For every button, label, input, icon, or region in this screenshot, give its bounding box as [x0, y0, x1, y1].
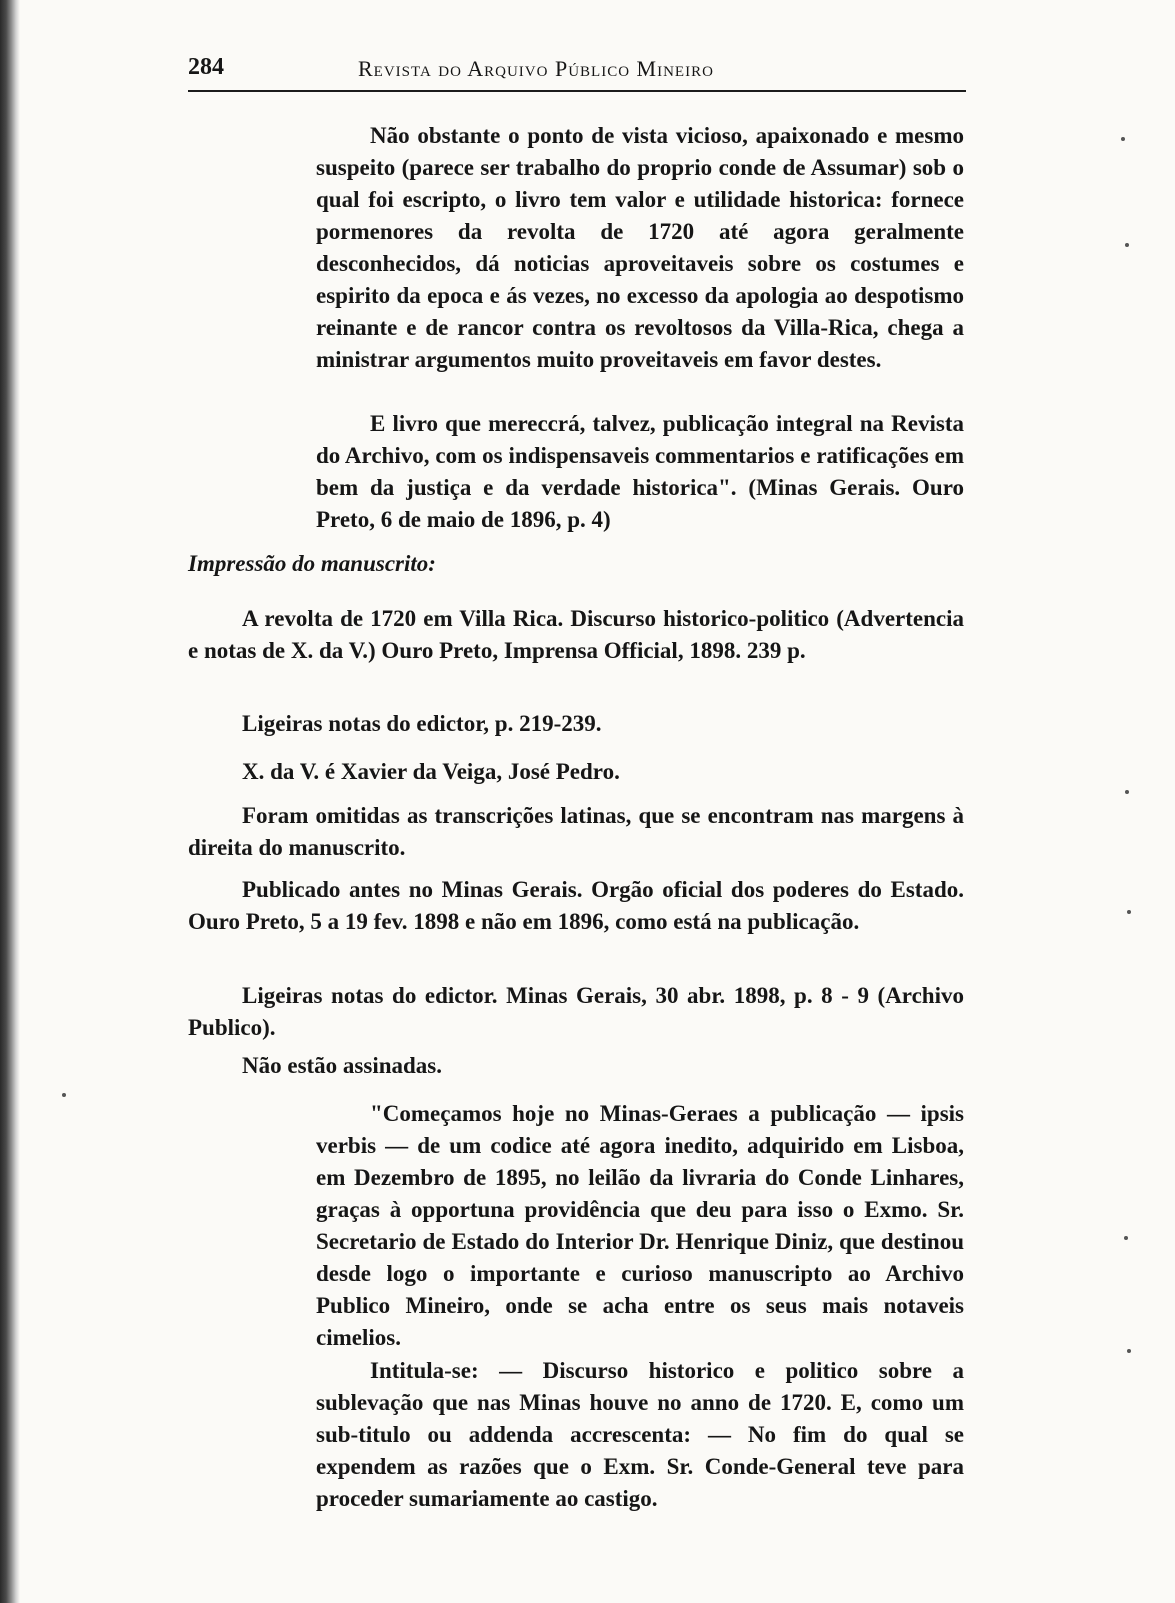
- body-paragraph: Foram omitidas as transcrições latinas, que se encontram nas margens à direita do manuscrito.: [188, 803, 964, 860]
- body-paragraph: Publicado antes no Minas Gerais. Orgão oficial dos poderes do Estado. Ouro Preto, 5 a 19 fev. 1898 e não em 1896, como está na publicação.: [188, 877, 964, 934]
- ink-speck: [1125, 243, 1129, 247]
- ink-speck: [1127, 910, 1131, 914]
- quote-paragraph: E livro que mereccrá, talvez, publicação integral na Revista do Archivo, com os indispensaveis commentarios e ratificações em bem da justiça e da verdade historica". (Minas Gerais. Ouro Preto, 6 de maio de 1896, p. 4): [316, 411, 964, 532]
- page-header: [188, 50, 966, 92]
- ink-speck: [1127, 1349, 1131, 1353]
- ink-speck: [62, 1093, 66, 1097]
- page-number: 284: [188, 54, 224, 80]
- body-paragraph: A revolta de 1720 em Villa Rica. Discurso historico-politico (Advertencia e notas de X. da V.) Ouro Preto, Imprensa Official, 1898. 239 p.: [188, 606, 964, 663]
- quote-paragraph: "Começamos hoje no Minas-Geraes a publicação — ipsis verbis — de um codice até agora inedito, adquirido em Lisboa, em Dezembro de 1895, no leilão da livraria do Conde Linhares, graças à opportuna providência que deu para isso o Exmo. Sr. Secretario de Estado do Interior Dr. Henrique Diniz, que destinou desde logo o importante e curioso manuscripto ao Archivo Publico Mineiro, onde se acha entre os seus mais notaveis cimelios.: [316, 1101, 964, 1350]
- quote-paragraph: Não obstante o ponto de vista vicioso, apaixonado e mesmo suspeito (parece ser trabalho do proprio conde de Assumar) sob o qual foi escripto, o livro tem valor e utilidade historica: fornece pormenores da revolta de 1720 até agora geralmente desconhecidos, dá noticias aproveitaveis sobre os costumes e espirito da epoca e ás vezes, no excesso da apologia ao despotismo reinante e de rancor contra os revoltosos da Villa-Rica, chega a ministrar argumentos muito proveitaveis em favor destes.: [316, 123, 964, 372]
- ink-speck: [1124, 1236, 1128, 1240]
- body-paragraph: X. da V. é Xavier da Veiga, José Pedro.: [242, 759, 620, 784]
- quote-paragraph: Intitula-se: — Discurso historico e politico sobre a sublevação que nas Minas houve no anno de 1720. E, como um sub-titulo ou addenda accrescenta: — No fim do qual se expendem as razões que o Exm. Sr. Conde-General teve para proceder sumariamente ao castigo.: [316, 1358, 964, 1511]
- book-binding-edge: [0, 0, 20, 1603]
- running-title: Revista do Arquivo Público Mineiro: [358, 56, 714, 81]
- ink-speck: [1121, 137, 1125, 141]
- body-paragraph: Ligeiras notas do edictor. Minas Gerais, 30 abr. 1898, p. 8 - 9 (Archivo Publico).: [188, 983, 964, 1040]
- body-paragraph: Não estão assinadas.: [242, 1053, 443, 1078]
- ink-speck: [1125, 790, 1129, 794]
- section-heading: Impressão do manuscrito:: [188, 551, 436, 576]
- body-paragraph: Ligeiras notas do edictor, p. 219-239.: [242, 711, 602, 736]
